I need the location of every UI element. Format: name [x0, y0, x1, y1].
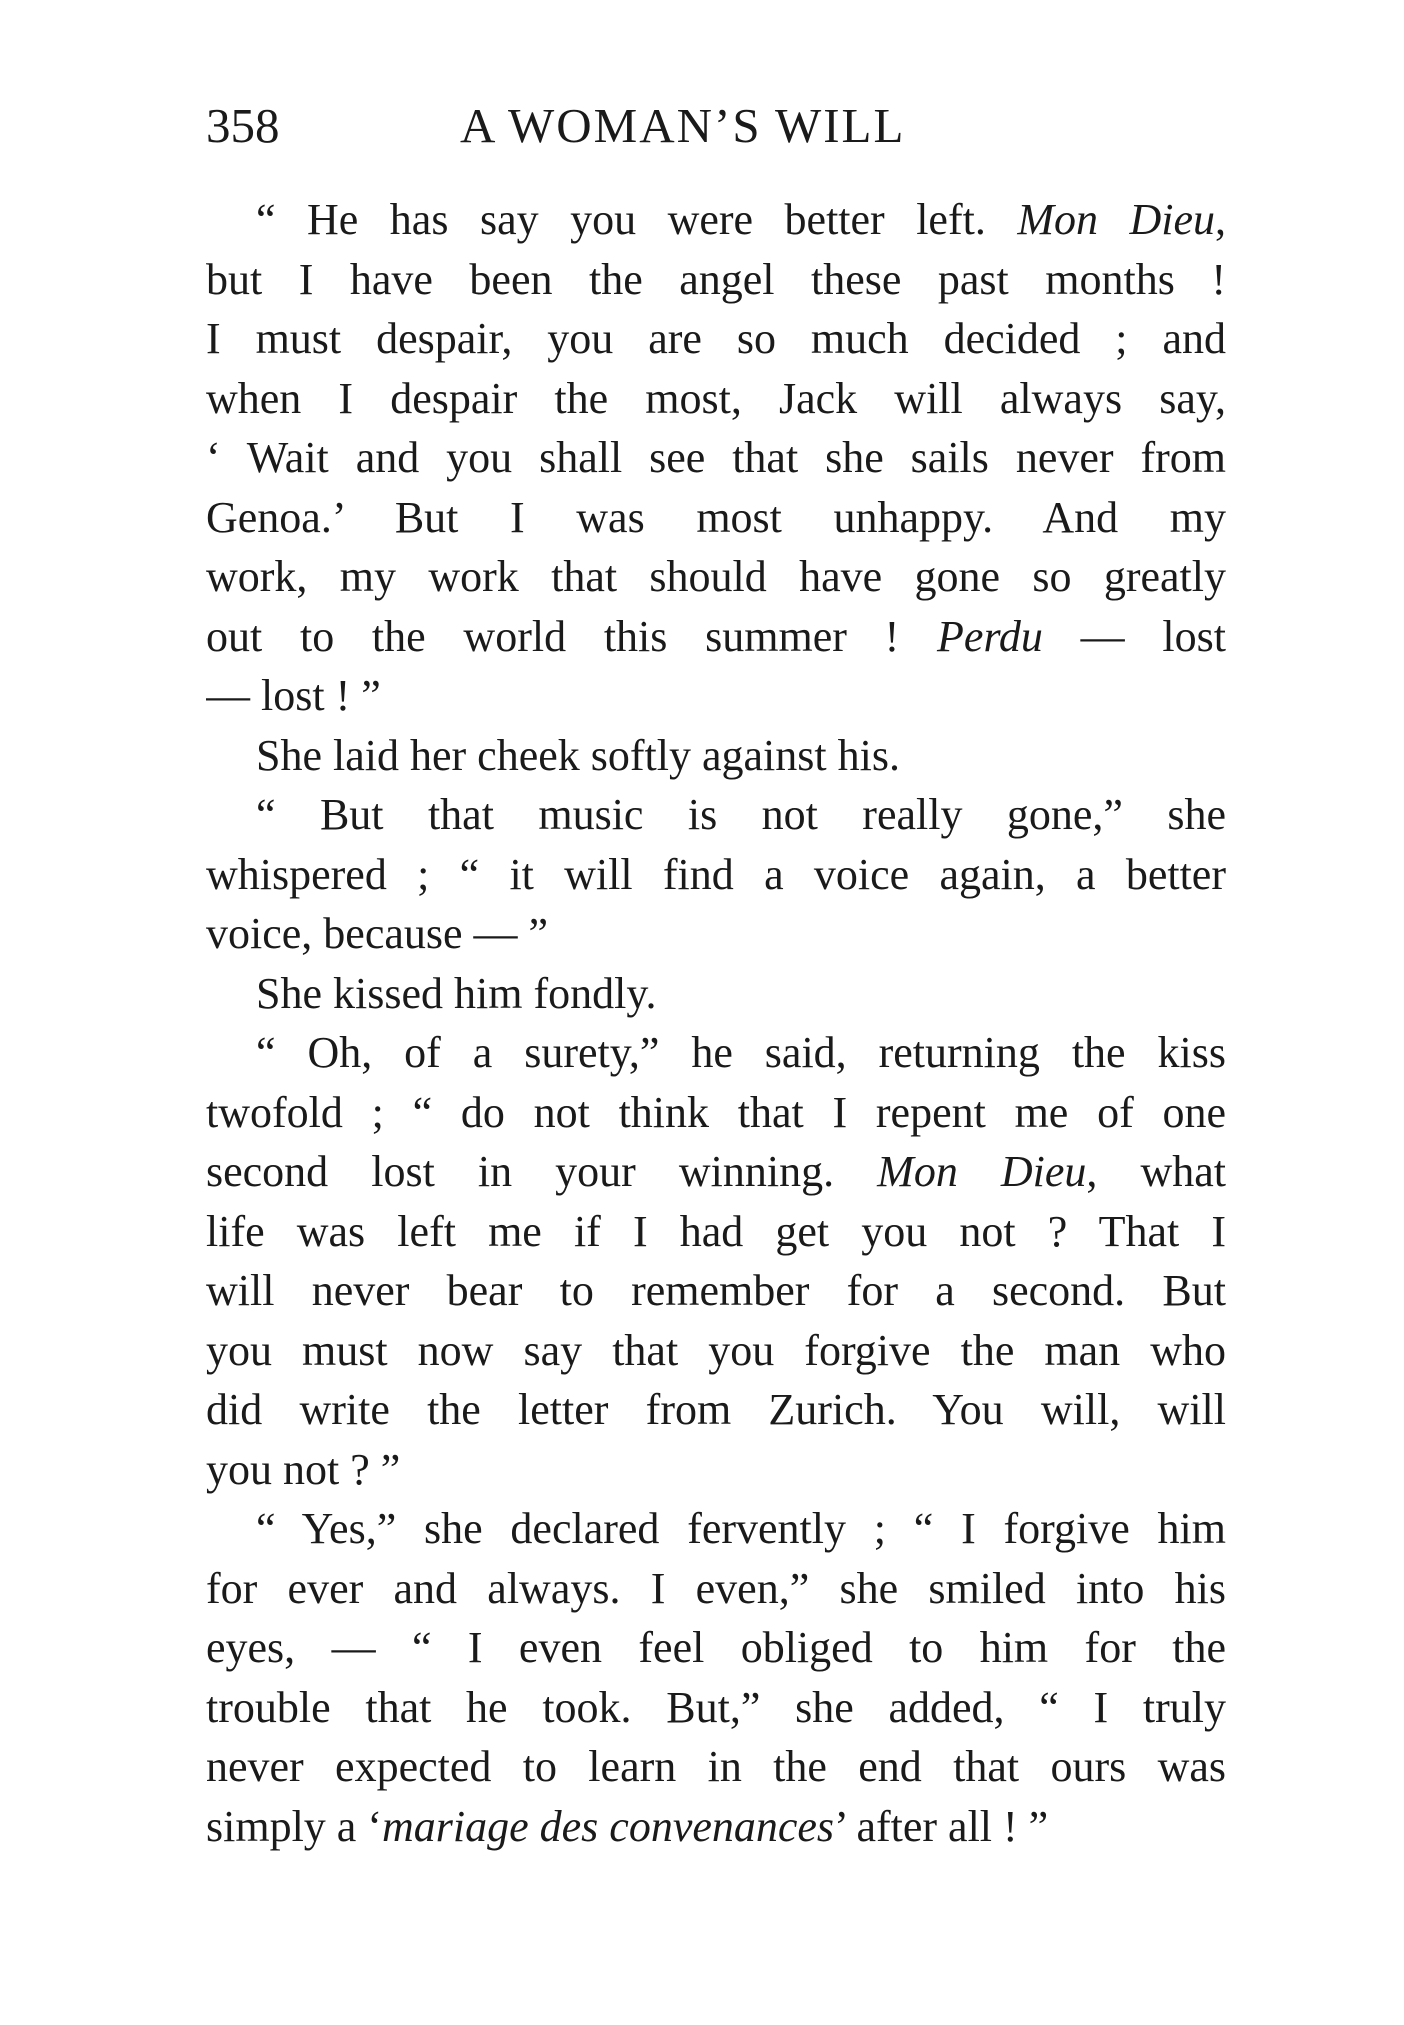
text-line: eyes, — “ I even feel obliged to him for the [206, 1623, 1226, 1672]
text-line: you not ? ” [206, 1444, 401, 1494]
text-line: work, my work that should have gone so greatly [206, 552, 1226, 601]
text-line: Genoa.’ But I was most unhappy. And my [206, 492, 1226, 542]
text-line: for ever and always. I even,” she smiled into his [206, 1563, 1226, 1613]
text-line: — lost ! ” [206, 671, 381, 720]
text-line: “ Yes,” she declared fervently ; “ I forgive him [256, 1504, 1226, 1553]
text-line: She laid her cheek softly against his. [256, 730, 900, 780]
text-line: never expected to learn in the end that ours was [206, 1742, 1226, 1791]
text-line: twofold ; “ do not think that I repent me of one [206, 1087, 1226, 1137]
text-line: voice, because — ” [206, 909, 549, 958]
body-text [206, 190, 1226, 1856]
text-line: simply a ‘mariage des convenances’ after all ! ” [206, 1801, 1049, 1851]
text-line: “ But that music is not really gone,” she [256, 790, 1226, 839]
page-number: 358 [206, 98, 280, 153]
book-title: A WOMAN’S WILL [460, 98, 906, 153]
text-line: you must now say that you forgive the man who [206, 1325, 1226, 1375]
text-line: when I despair the most, Jack will always say, [206, 373, 1226, 423]
text-line: whispered ; “ it will find a voice again, a better [206, 849, 1226, 899]
text-line: She kissed him fondly. [256, 968, 657, 1018]
running-head [206, 96, 1226, 156]
text-line: second lost in your winning. Mon Dieu, what [206, 1147, 1226, 1196]
text-line: life was left me if I had get you not ? That I [206, 1206, 1226, 1256]
text-line: “ Oh, of a surety,” he said, returning the kiss [256, 1028, 1226, 1077]
text-line: “ He has say you were better left. Mon Dieu, [256, 195, 1226, 244]
text-line: out to the world this summer ! Perdu — lost [206, 611, 1226, 661]
text-line: trouble that he took. But,” she added, “ I truly [206, 1682, 1226, 1732]
text-line: ‘ Wait and you shall see that she sails never from [206, 433, 1226, 482]
text-line: will never bear to remember for a second. But [206, 1266, 1226, 1315]
text-line: did write the letter from Zurich. You will, will [206, 1385, 1226, 1434]
text-line: but I have been the angel these past months ! [206, 254, 1226, 304]
text-line: I must despair, you are so much decided ; and [206, 314, 1226, 363]
